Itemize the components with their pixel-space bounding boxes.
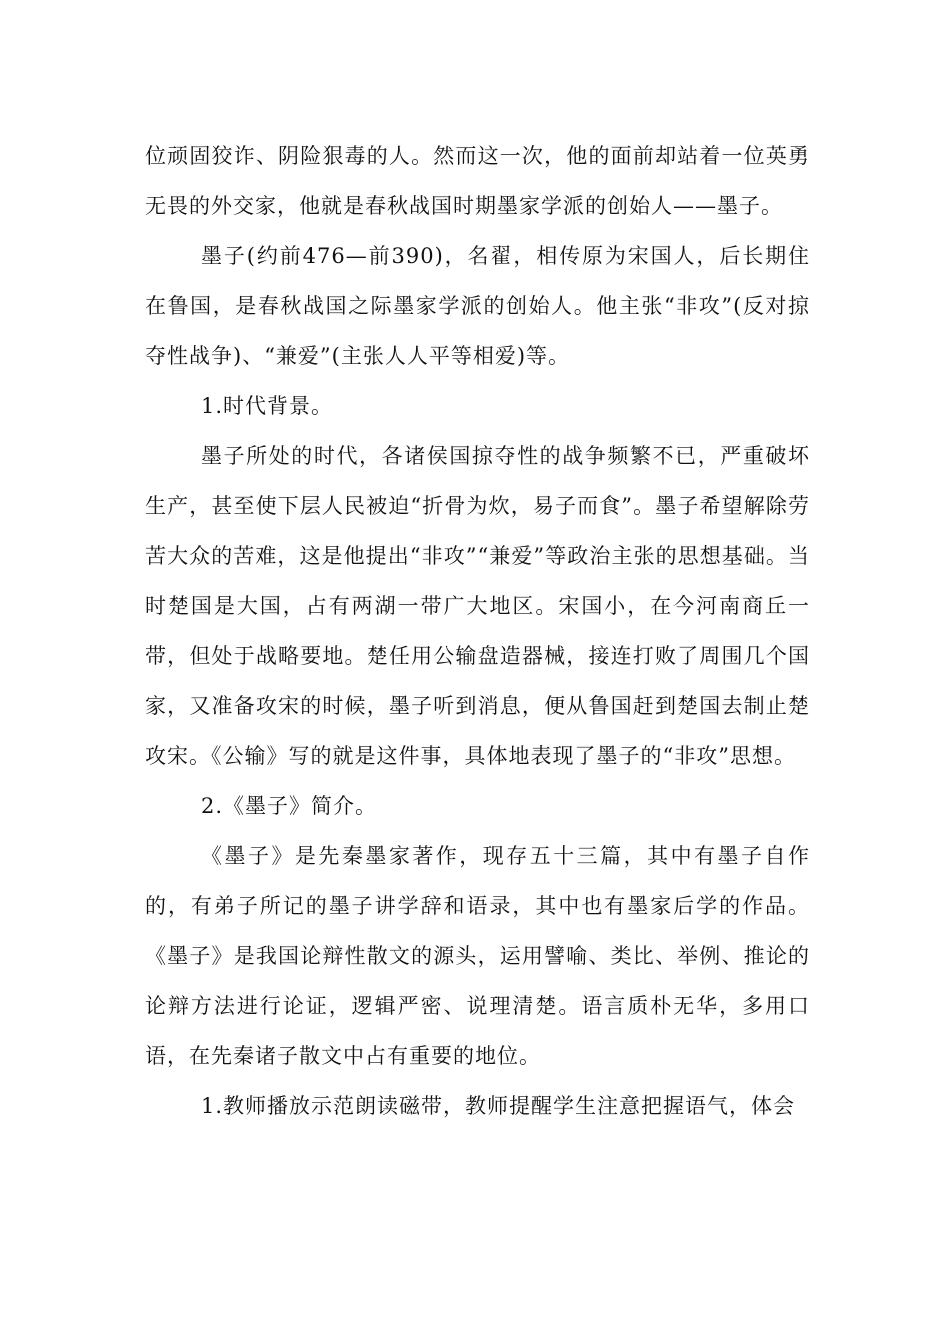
- paragraph-4: 《墨子》是先秦墨家著作，现存五十三篇，其中有墨子自作的，有弟子所记的墨子讲学辞和语录，其中也有墨家后学的作品。《墨子》是我国论辩性散文的源头，运用譬喻、类比、举例、推论的论辩方法进行论证，逻辑严密、说理清楚。语言质朴无华，多用口语，在先秦诸子散文中占有重要的地位。: [145, 844, 810, 1068]
- paragraph-3: 墨子所处的时代，各诸侯国掠夺性的战争频繁不已，严重破坏生产，甚至使下层人民被迫“折骨为炊，易子而食”。墨子希望解除劳苦大众的苦难，这是他提出“非攻”“兼爱”等政治主张的思想基础。当时楚国是大国，占有两湖一带广大地区。宋国小，在今河南商丘一带，但处于战略要地。楚任用公输盘造器械，接连打败了周围几个国家，又准备攻宋的时候，墨子听到消息，便从鲁国赶到楚国去制止楚攻宋。《公输》写的就是这件事，具体地表现了墨子的“非攻”思想。: [145, 444, 810, 768]
- paragraph-1: 位顽固狡诈、阴险狠毒的人。然而这一次，他的面前却站着一位英勇无畏的外交家，他就是春秋战国时期墨家学派的创始人——墨子。: [145, 144, 810, 218]
- paragraph-5: 1.教师播放示范朗读磁带，教师提醒学生注意把握语气，体会: [201, 1094, 796, 1118]
- section-heading-intro: 2.《墨子》简介。: [201, 794, 378, 818]
- paragraph-2: 墨子(约前476—前390)，名翟，相传原为宋国人，后长期住在鲁国，是春秋战国之际墨家学派的创始人。他主张“非攻”(反对掠夺性战争)、“兼爱”(主张人人平等相爱)等。: [145, 244, 810, 368]
- document-body: [145, 131, 810, 1131]
- section-heading-background: 1.时代背景。: [201, 394, 334, 418]
